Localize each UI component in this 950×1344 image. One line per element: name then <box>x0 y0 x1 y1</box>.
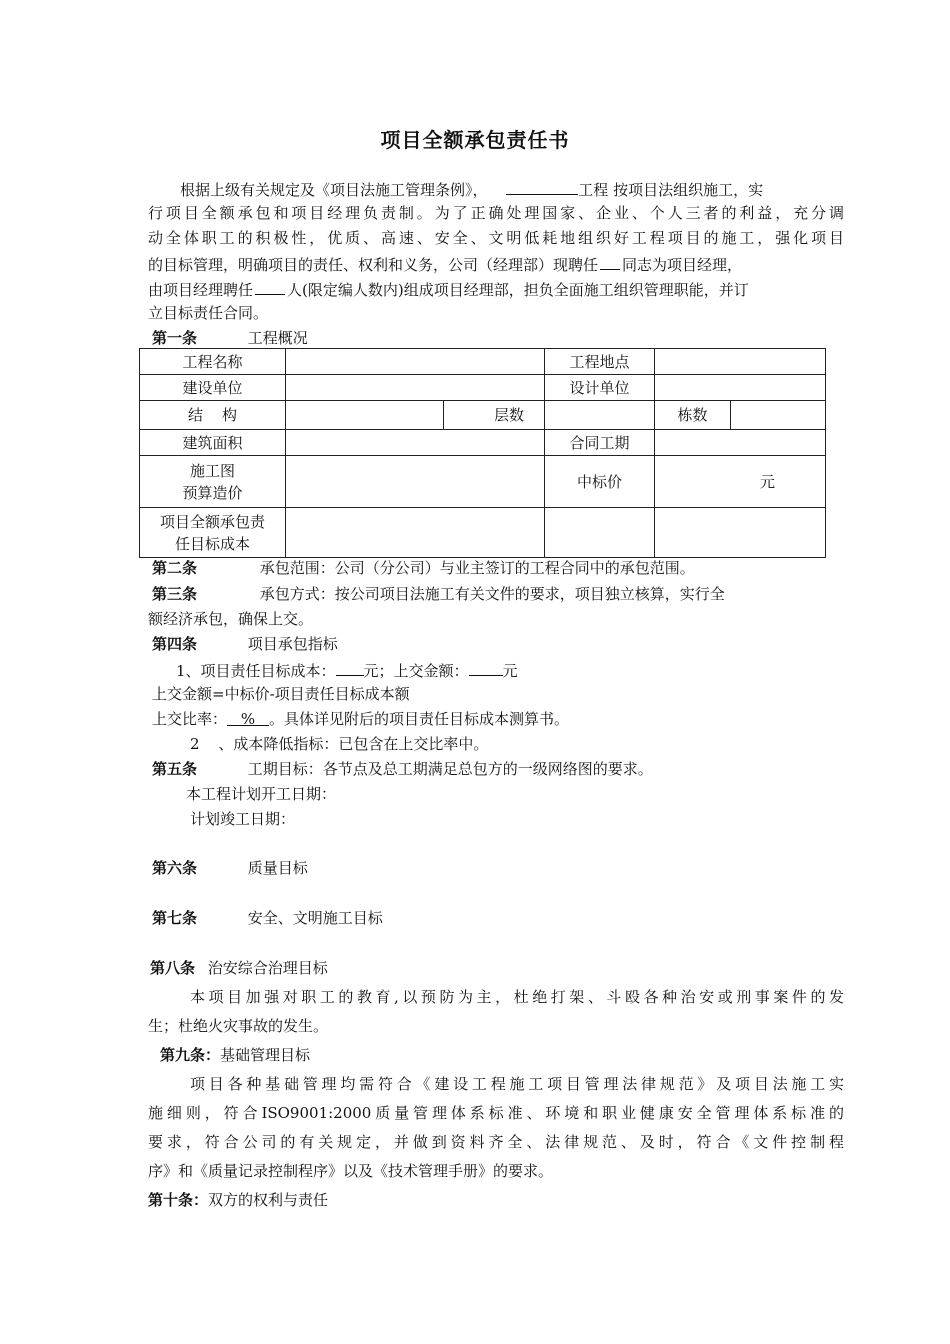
item-text: 、成本降低指标：已包含在上交比率中。 <box>218 735 489 753</box>
staff-blank <box>255 278 285 295</box>
article-label: 第四条 <box>152 635 198 653</box>
intro-line-3: 动全体职工的积极性，优质、高速、安全、文明低耗地组织好工程项目的施工，强化项目 <box>148 229 844 247</box>
article-label: 第十条： <box>148 1191 209 1209</box>
article-label: 第一条 <box>152 329 198 347</box>
table-cell <box>286 401 444 430</box>
article-text: 承包范围：公司（分公司）与业主签订的工程合同中的承包范围。 <box>259 559 695 577</box>
article-9 <box>160 1045 310 1065</box>
project-name-blank <box>506 178 578 195</box>
article-heading: 工程概况 <box>247 329 308 347</box>
table-cell <box>655 508 826 558</box>
table-label: 中标价 <box>545 456 655 508</box>
table-cell <box>545 401 655 430</box>
article-4-ratio <box>152 709 569 729</box>
article-3 <box>152 584 725 604</box>
item-text: 。具体详见附后的项目责任目标成本测算书。 <box>269 710 570 728</box>
article-text: 工期目标：各节点及总工期满足总包方的一级网络图的要求。 <box>247 760 653 778</box>
article-heading: 治安综合治理目标 <box>207 959 328 977</box>
manager-blank <box>600 253 620 270</box>
payment-blank <box>469 659 503 676</box>
table-label: 工程地点 <box>545 349 655 375</box>
article-9-p2: 施细则，符合ISO9001:2000质量管理体系标准、环境和职业健康安全管理体系标准的 <box>148 1104 844 1122</box>
project-overview-table <box>139 348 826 558</box>
article-heading: 项目承包指标 <box>247 635 338 653</box>
article-heading: 质量目标 <box>247 859 308 877</box>
table-label <box>140 508 286 558</box>
intro-text: 工程 按项目法组织施工，实 <box>578 181 764 199</box>
article-label: 第五条 <box>152 760 198 778</box>
article-2 <box>152 558 695 578</box>
article-3-cont: 额经济承包，确保上交。 <box>148 610 314 628</box>
table-label-line: 施工图 <box>189 461 235 480</box>
article-label: 第二条 <box>152 559 198 577</box>
table-cell-yuan: 元 <box>655 456 826 508</box>
table-cell <box>545 508 655 558</box>
article-4-formula: 上交金额=中标价-项目责任目标成本额 <box>152 685 410 703</box>
table-cell <box>655 375 826 401</box>
item-number: 2 <box>190 735 200 753</box>
article-8-p1: 本项目加强对职工的教育,以预防为主，杜绝打架、斗殴各种治安或刑事案件的发 <box>190 988 844 1006</box>
article-1 <box>152 328 308 348</box>
article-label: 第七条 <box>152 909 198 927</box>
ratio-blank: % <box>227 709 269 726</box>
intro-text: 由项目经理聘任 <box>148 281 254 299</box>
article-6 <box>152 858 308 878</box>
article-text: 承包方式：按公司项目法施工有关文件的要求，项目独立核算，实行全 <box>259 585 725 603</box>
table-label-line: 项目全额承包责 <box>159 512 265 531</box>
intro-line-6: 立目标责任合同。 <box>148 304 269 322</box>
article-label: 第八条 <box>150 959 196 977</box>
table-label-line: 预算造价 <box>182 483 243 502</box>
article-heading: 双方的权利与责任 <box>208 1191 329 1209</box>
article-label: 第三条 <box>152 585 198 603</box>
table-label: 栋数 <box>655 401 731 430</box>
article-4-item-1 <box>176 659 518 681</box>
intro-text: 同志为项目经理， <box>622 256 743 274</box>
article-7 <box>152 908 383 928</box>
table-cell <box>286 430 545 456</box>
article-5-start: 本工程计划开工日期： <box>186 785 337 803</box>
table-label: 合同工期 <box>545 430 655 456</box>
table-cell <box>731 401 826 430</box>
item-text: 1、项目责任目标成本： <box>176 662 336 680</box>
article-5-end: 计划竣工日期： <box>190 810 296 828</box>
table-label: 设计单位 <box>545 375 655 401</box>
table-cell <box>286 508 545 558</box>
article-4 <box>152 634 338 654</box>
document-title: 项目全额承包责任书 <box>380 128 570 152</box>
item-text: 元 <box>502 662 518 680</box>
table-cell <box>655 349 826 375</box>
table-cell <box>655 430 826 456</box>
table-cell <box>286 456 545 508</box>
article-9-p3: 要求，符合公司的有关规定，并做到资料齐全、法律规范、及时，符合《文件控制程 <box>148 1133 844 1151</box>
article-label: 第六条 <box>152 859 198 877</box>
article-10 <box>148 1190 328 1210</box>
intro-line-1 <box>180 178 763 200</box>
target-cost-blank <box>336 659 364 676</box>
article-9-p4: 序》和《质量记录控制程序》以及《技术管理手册》的要求。 <box>148 1162 554 1180</box>
intro-line-5 <box>148 278 749 300</box>
intro-line-2: 行项目全额承包和项目经理负责制。为了正确处理国家、企业、个人三者的利益，充分调 <box>148 204 844 222</box>
article-heading: 基础管理目标 <box>220 1046 311 1064</box>
table-cell <box>286 375 545 401</box>
article-8-p2: 生；杜绝火灾事故的发生。 <box>148 1017 329 1035</box>
article-4-item-2 <box>190 734 488 754</box>
table-label-line: 任目标成本 <box>174 534 250 553</box>
article-8 <box>150 958 328 978</box>
intro-text: 的目标管理，明确项目的责任、权利和义务，公司（经理部）现聘任 <box>148 256 599 274</box>
article-5 <box>152 759 653 779</box>
article-label: 第九条： <box>160 1046 221 1064</box>
intro-line-4 <box>148 253 742 275</box>
intro-text: 根据上级有关规定及《项目法施工管理条例》， <box>180 181 488 199</box>
item-text: 上交比率： <box>152 710 228 728</box>
item-text: 元；上交金额： <box>363 662 469 680</box>
article-9-p1: 项目各种基础管理均需符合《建设工程施工项目管理法律规范》及项目法施工实 <box>190 1075 844 1093</box>
table-label <box>140 456 286 508</box>
table-cell <box>286 349 545 375</box>
article-heading: 安全、文明施工目标 <box>247 909 383 927</box>
table-label: 工程名称 <box>140 349 286 375</box>
table-label: 建筑面积 <box>140 430 286 456</box>
table-label: 建设单位 <box>140 375 286 401</box>
intro-text: 人(限定编人数内)组成项目经理部，担负全面施工组织管理职能，并订 <box>287 281 749 299</box>
table-label: 层数 <box>444 401 545 430</box>
table-label: 结 构 <box>140 401 286 430</box>
